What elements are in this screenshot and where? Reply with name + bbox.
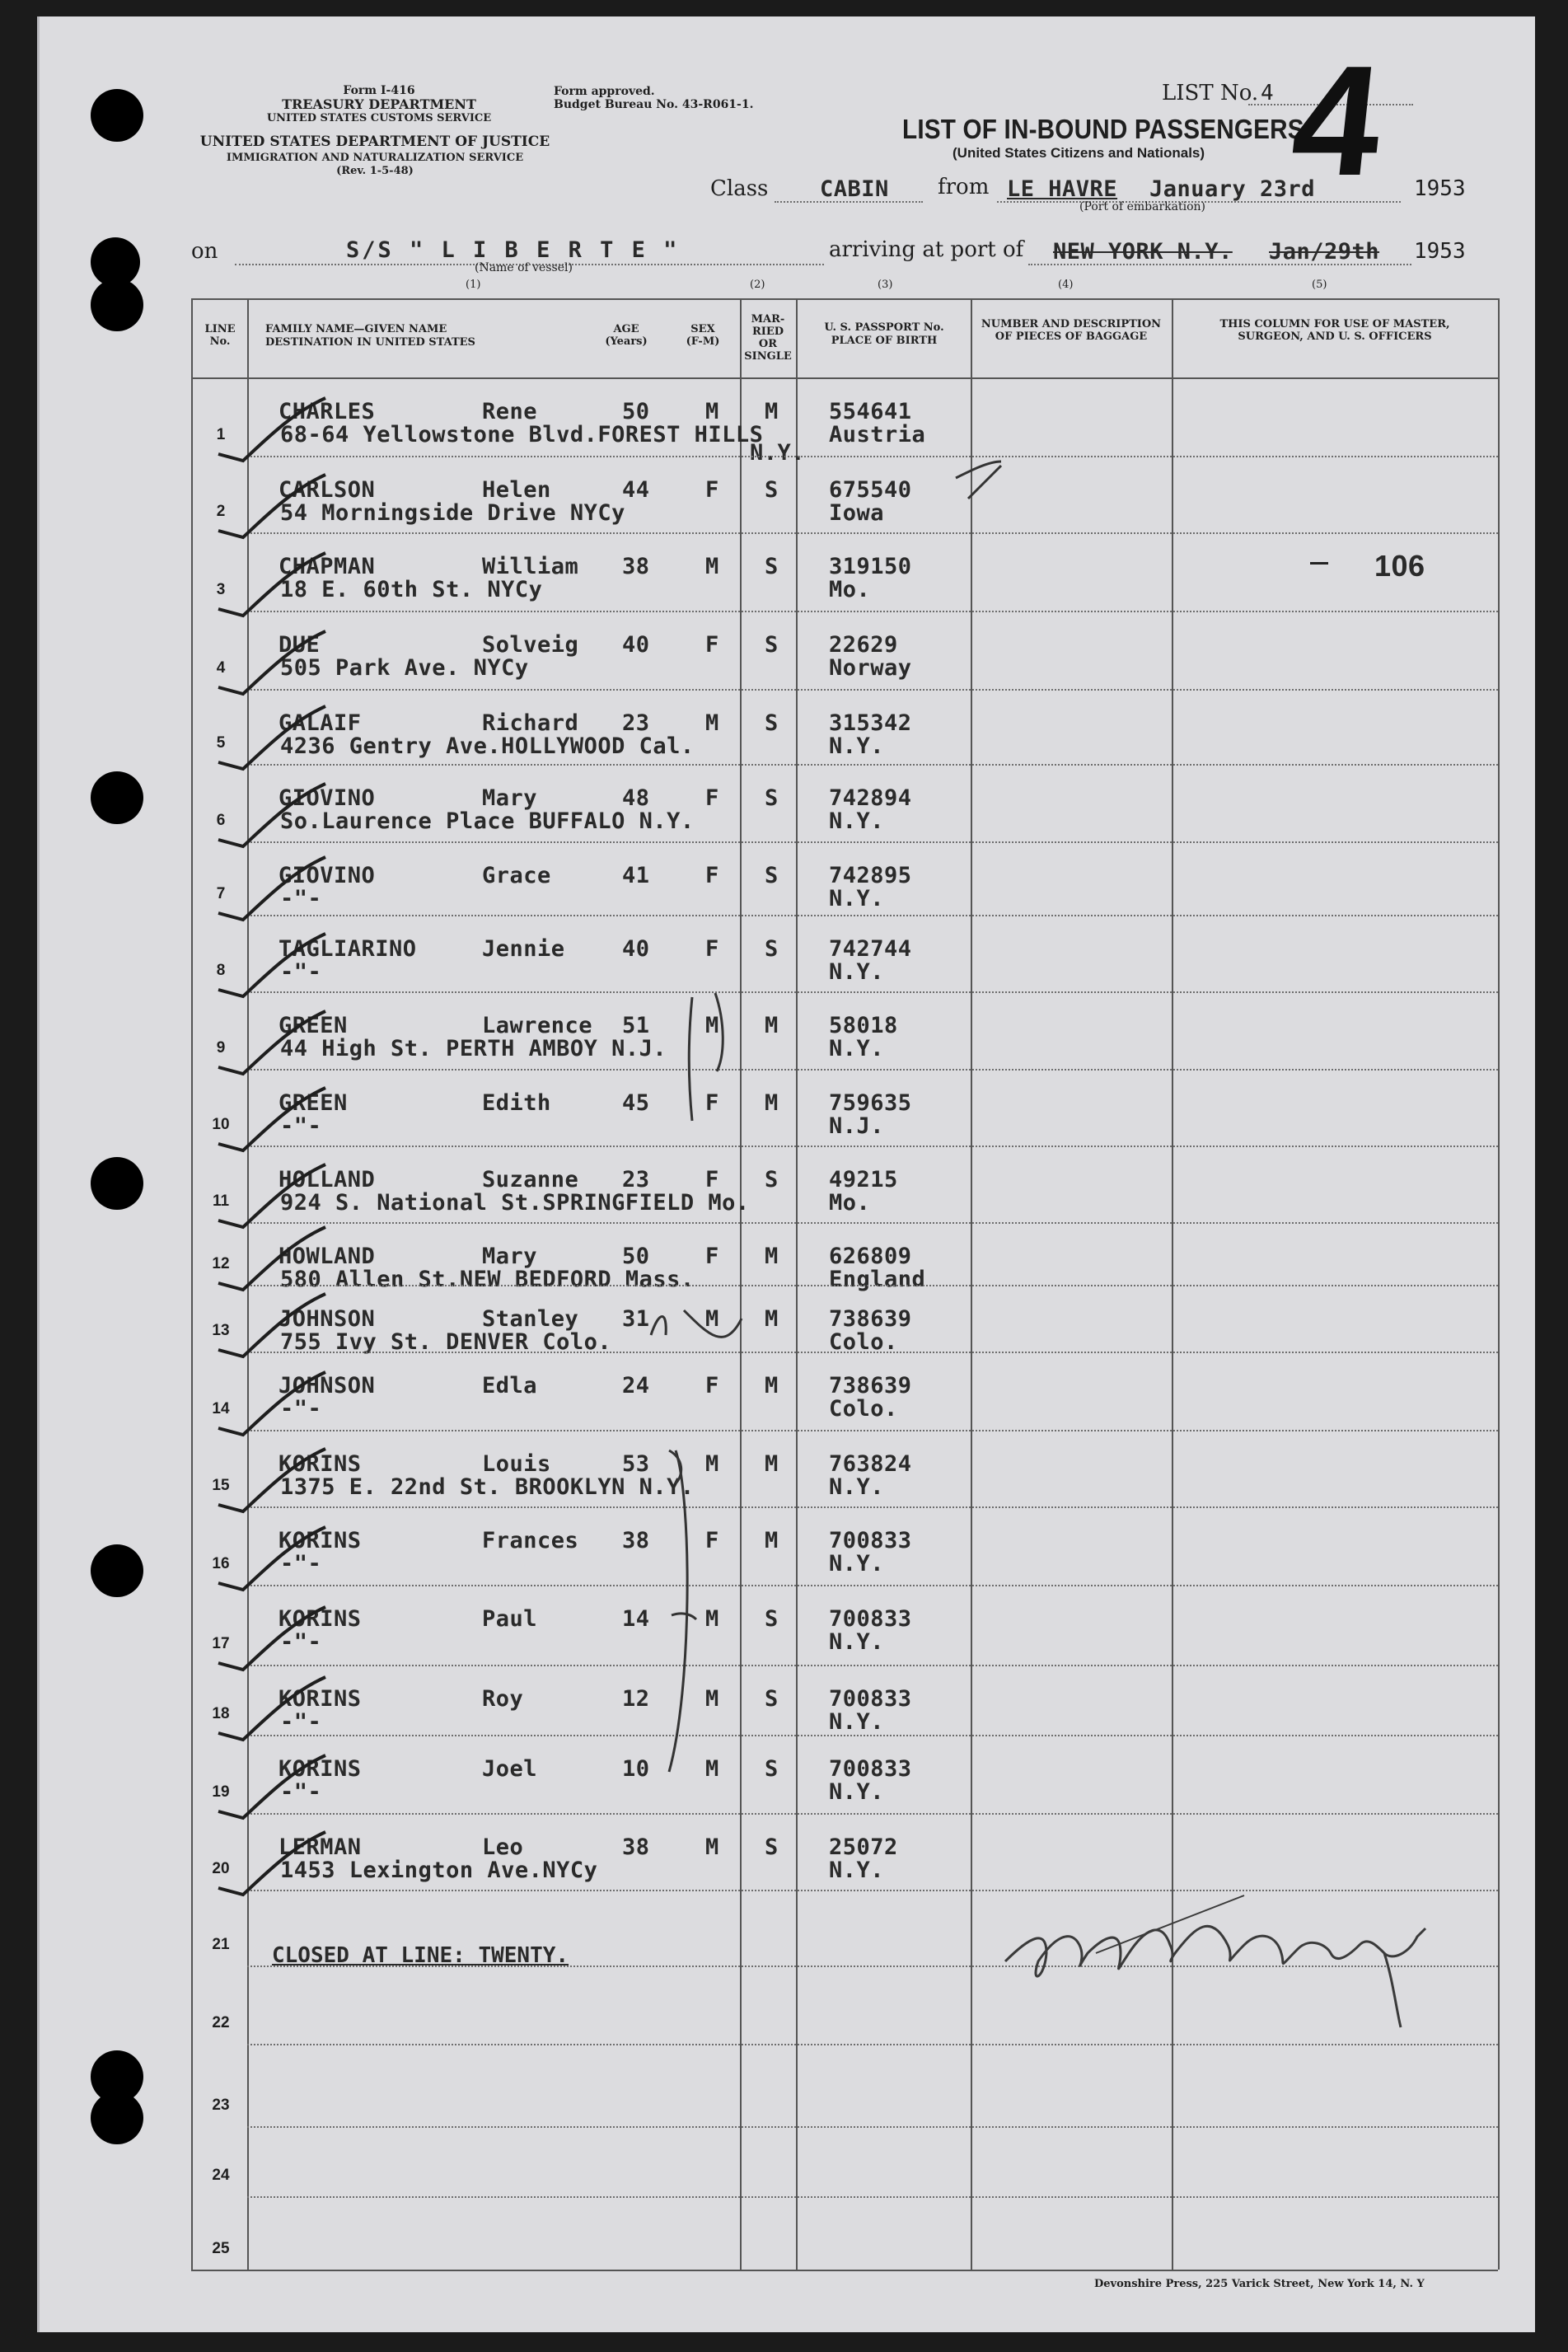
passport-number: 700833 bbox=[829, 1606, 912, 1632]
line-number: 16 bbox=[212, 1555, 230, 1572]
passport-number: 49215 bbox=[829, 1167, 898, 1192]
passport-number: 738639 bbox=[829, 1306, 912, 1332]
header-baggage: NUMBER AND DESCRIPTION OF PIECES OF BAGGAGE bbox=[981, 318, 1162, 343]
passport-number: 554641 bbox=[829, 399, 912, 424]
list-no-label: LIST No. bbox=[1162, 81, 1259, 105]
year-1: 1953 bbox=[1414, 176, 1466, 201]
manifest-subtitle: (United States Citizens and Nationals) bbox=[953, 145, 1205, 161]
place-of-birth: N.Y. bbox=[829, 1474, 885, 1500]
marital-status: S bbox=[765, 1606, 779, 1632]
vessel-note: (Name of vessel) bbox=[475, 261, 573, 274]
family-name: KORINS bbox=[278, 1686, 362, 1712]
sex: M bbox=[705, 1606, 719, 1632]
destination: 68-64 Yellowstone Blvd.FOREST HILLS bbox=[280, 422, 764, 447]
marital-status: S bbox=[765, 710, 779, 736]
age: 38 bbox=[622, 554, 650, 579]
header-married: MAR-RIED OR SINGLE bbox=[744, 313, 792, 363]
place-of-birth: Colo. bbox=[829, 1396, 898, 1422]
family-name: JOHNSON bbox=[278, 1373, 376, 1399]
destination: -"- bbox=[280, 1709, 322, 1735]
marital-status: M bbox=[765, 1306, 779, 1332]
passport-number: 759635 bbox=[829, 1090, 912, 1116]
place-of-birth: N.Y. bbox=[829, 1779, 885, 1805]
sex: M bbox=[705, 1451, 719, 1477]
marital-status: S bbox=[765, 1756, 779, 1782]
line-number: 17 bbox=[212, 1635, 230, 1652]
family-name: KORINS bbox=[278, 1528, 362, 1553]
sex: F bbox=[705, 785, 719, 811]
passport-number: 626809 bbox=[829, 1244, 912, 1269]
sex: M bbox=[705, 1756, 719, 1782]
destination: 44 High St. PERTH AMBOY N.J. bbox=[280, 1036, 667, 1061]
place-of-birth: N.Y. bbox=[829, 1709, 885, 1735]
destination: -"- bbox=[280, 1396, 322, 1422]
revision-date: (Rev. 1-5-48) bbox=[336, 165, 414, 177]
header-officers: THIS COLUMN FOR USE OF MASTER, SURGEON, AND U. S. OFFICERS bbox=[1219, 318, 1450, 343]
family-name: HOWLAND bbox=[278, 1244, 376, 1269]
age: 10 bbox=[622, 1756, 650, 1782]
marital-status: S bbox=[765, 785, 779, 811]
marital-status: M bbox=[765, 1013, 779, 1038]
age: 23 bbox=[622, 1167, 650, 1192]
sex: F bbox=[705, 1167, 719, 1192]
place-of-birth: N.Y. bbox=[829, 1858, 885, 1883]
passport-number: 742744 bbox=[829, 936, 912, 962]
sex: F bbox=[705, 936, 719, 962]
destination: -"- bbox=[280, 1779, 322, 1805]
col-num-4: (4) bbox=[1058, 279, 1074, 291]
given-name: Edla bbox=[482, 1373, 538, 1399]
family-name: GALAIF bbox=[278, 710, 362, 736]
given-name: Stanley bbox=[482, 1306, 579, 1332]
sex: M bbox=[705, 1306, 719, 1332]
given-name: Leo bbox=[482, 1834, 524, 1860]
age: 50 bbox=[622, 1244, 650, 1269]
place-of-birth: Austria bbox=[829, 422, 926, 447]
given-name: Lawrence bbox=[482, 1013, 593, 1038]
line-number: 11 bbox=[212, 1192, 230, 1210]
destination: So.Laurence Place BUFFALO N.Y. bbox=[280, 808, 695, 834]
line-number: 5 bbox=[216, 734, 226, 752]
col-num-1: (1) bbox=[466, 279, 481, 291]
ins-service: IMMIGRATION AND NATURALIZATION SERVICE bbox=[226, 152, 524, 164]
age: 31 bbox=[622, 1306, 650, 1332]
given-name: Helen bbox=[482, 477, 551, 503]
age: 53 bbox=[622, 1451, 650, 1477]
age: 40 bbox=[622, 632, 650, 658]
line-number: 10 bbox=[212, 1116, 230, 1133]
age: 14 bbox=[622, 1606, 650, 1632]
from-label: from bbox=[938, 175, 990, 199]
family-name: CARLSON bbox=[278, 477, 376, 503]
destination: 755 Ivy St. DENVER Colo. bbox=[280, 1329, 612, 1355]
passport-number: 22629 bbox=[829, 632, 898, 658]
given-name: Joel bbox=[482, 1756, 538, 1782]
list-no-value: 4 bbox=[1261, 81, 1274, 105]
port-value: NEW YORK N.Y. bbox=[1053, 239, 1233, 265]
age: 23 bbox=[622, 710, 650, 736]
departure-date: January 23rd bbox=[1149, 176, 1316, 202]
family-name: HOLLAND bbox=[278, 1167, 376, 1192]
year-2: 1953 bbox=[1414, 239, 1466, 264]
place-of-birth: Mo. bbox=[829, 577, 871, 602]
col-num-2: (2) bbox=[750, 279, 765, 291]
given-name: Frances bbox=[482, 1528, 579, 1553]
passport-number: 763824 bbox=[829, 1451, 912, 1477]
given-name: Jennie bbox=[482, 936, 565, 962]
line-number: 4 bbox=[216, 659, 226, 677]
line-number: 12 bbox=[212, 1255, 230, 1272]
destination: 1375 E. 22nd St. BROOKLYN N.Y. bbox=[280, 1474, 695, 1500]
place-of-birth: Colo. bbox=[829, 1329, 898, 1355]
header-sex: SEX (F-M) bbox=[686, 323, 720, 348]
line-number: 2 bbox=[216, 503, 226, 520]
destination: 1453 Lexington Ave.NYCy bbox=[280, 1858, 598, 1883]
passport-number: 738639 bbox=[829, 1373, 912, 1399]
destination: 580 Allen St.NEW BEDFORD Mass. bbox=[280, 1267, 695, 1292]
line-number: 6 bbox=[216, 812, 226, 829]
line-number: 3 bbox=[216, 581, 226, 598]
family-name: KORINS bbox=[278, 1756, 362, 1782]
destination: -"- bbox=[280, 1629, 322, 1655]
line-number: 19 bbox=[212, 1783, 230, 1801]
marital-status: S bbox=[765, 1834, 779, 1860]
passport-number: 700833 bbox=[829, 1756, 912, 1782]
destination: 924 S. National St.SPRINGFIELD Mo. bbox=[280, 1190, 750, 1216]
line-number: 7 bbox=[216, 885, 226, 902]
class-value: CABIN bbox=[820, 176, 889, 202]
given-name: Louis bbox=[482, 1451, 551, 1477]
place-of-birth: N.Y. bbox=[829, 886, 885, 911]
destination: -"- bbox=[280, 1113, 322, 1139]
destination-extra: N.Y. bbox=[750, 440, 806, 466]
age: 40 bbox=[622, 936, 650, 962]
age: 38 bbox=[622, 1528, 650, 1553]
sex: M bbox=[705, 1686, 719, 1712]
sex: F bbox=[705, 632, 719, 658]
vessel-value: S/S " L I B E R T E " bbox=[346, 237, 680, 263]
col-num-5: (5) bbox=[1312, 279, 1327, 291]
place-of-birth: Mo. bbox=[829, 1190, 871, 1216]
sex: F bbox=[705, 1244, 719, 1269]
family-name: TAGLIARINO bbox=[278, 936, 417, 962]
age: 12 bbox=[622, 1686, 650, 1712]
line-number: 25 bbox=[212, 2240, 230, 2257]
family-name: JOHNSON bbox=[278, 1306, 376, 1332]
passport-number: 675540 bbox=[829, 477, 912, 503]
marital-status: M bbox=[765, 1451, 779, 1477]
family-name: KORINS bbox=[278, 1606, 362, 1632]
officer-note: 106 bbox=[1374, 549, 1425, 583]
given-name: Solveig bbox=[482, 632, 579, 658]
family-name: GIOVINO bbox=[278, 863, 376, 888]
header-name: FAMILY NAME—GIVEN NAME bbox=[265, 323, 447, 335]
given-name: Roy bbox=[482, 1686, 524, 1712]
sex: M bbox=[705, 1013, 719, 1038]
header-passport: U. S. PASSPORT No. bbox=[824, 321, 944, 334]
given-name: Mary bbox=[482, 1244, 538, 1269]
line-number: 24 bbox=[212, 2167, 230, 2184]
given-name: Suzanne bbox=[482, 1167, 579, 1192]
place-of-birth: N.Y. bbox=[829, 959, 885, 985]
place-of-birth: N.Y. bbox=[829, 733, 885, 759]
passport-number: 700833 bbox=[829, 1686, 912, 1712]
given-name: Paul bbox=[482, 1606, 538, 1632]
line-number: 21 bbox=[212, 1936, 230, 1953]
arriving-label: arriving at port of bbox=[829, 237, 1024, 262]
sex: F bbox=[705, 1090, 719, 1116]
customs-service: UNITED STATES CUSTOMS SERVICE bbox=[266, 112, 492, 124]
place-of-birth: N.Y. bbox=[829, 1036, 885, 1061]
age: 38 bbox=[622, 1834, 650, 1860]
sex: F bbox=[705, 863, 719, 888]
family-name: CHAPMAN bbox=[278, 554, 376, 579]
marital-status: S bbox=[765, 1167, 779, 1192]
line-number: 23 bbox=[212, 2097, 230, 2114]
line-number: 22 bbox=[212, 2014, 230, 2031]
sex: F bbox=[705, 1528, 719, 1553]
marital-status: M bbox=[765, 399, 779, 424]
from-value: LE HAVRE bbox=[1007, 176, 1118, 202]
printer-imprint: Devonshire Press, 225 Varick Street, New York 14, N. Y bbox=[1094, 2278, 1425, 2290]
col-num-3: (3) bbox=[878, 279, 893, 291]
age: 48 bbox=[622, 785, 650, 811]
place-of-birth: England bbox=[829, 1267, 926, 1292]
destination: 505 Park Ave. NYCy bbox=[280, 655, 529, 681]
place-of-birth: N.Y. bbox=[829, 1629, 885, 1655]
family-name: KORINS bbox=[278, 1451, 362, 1477]
passport-number: 319150 bbox=[829, 554, 912, 579]
age: 44 bbox=[622, 477, 650, 503]
family-name: GREEN bbox=[278, 1090, 348, 1116]
line-number: 13 bbox=[212, 1322, 230, 1339]
destination: 54 Morningside Drive NYCy bbox=[280, 500, 625, 526]
line-number: 18 bbox=[212, 1705, 230, 1722]
sex: M bbox=[705, 554, 719, 579]
header-line-no: LINE No. bbox=[204, 323, 236, 348]
given-name: Grace bbox=[482, 863, 551, 888]
marital-status: M bbox=[765, 1528, 779, 1553]
given-name: Edith bbox=[482, 1090, 551, 1116]
sex: M bbox=[705, 710, 719, 736]
age: 45 bbox=[622, 1090, 650, 1116]
marital-status: S bbox=[765, 1686, 779, 1712]
destination: -"- bbox=[280, 886, 322, 911]
given-name: Rene bbox=[482, 399, 538, 424]
place-of-birth: N.J. bbox=[829, 1113, 885, 1139]
marital-status: M bbox=[765, 1373, 779, 1399]
age: 50 bbox=[622, 399, 650, 424]
passport-number: 25072 bbox=[829, 1834, 898, 1860]
line-number: 15 bbox=[212, 1477, 230, 1494]
destination: -"- bbox=[280, 959, 322, 985]
passport-number: 742894 bbox=[829, 785, 912, 811]
family-name: CHARLES bbox=[278, 399, 376, 424]
family-name: LERMAN bbox=[278, 1834, 362, 1860]
class-label: Class bbox=[710, 176, 769, 201]
place-of-birth: N.Y. bbox=[829, 808, 885, 834]
line-number: 1 bbox=[216, 426, 226, 443]
line-number: 20 bbox=[212, 1860, 230, 1877]
destination: 18 E. 60th St. NYCy bbox=[280, 577, 543, 602]
form-approved: Form approved. bbox=[554, 85, 655, 98]
place-of-birth: Norway bbox=[829, 655, 912, 681]
passport-number: 58018 bbox=[829, 1013, 898, 1038]
passport-number: 700833 bbox=[829, 1528, 912, 1553]
marital-status: S bbox=[765, 936, 779, 962]
marital-status: S bbox=[765, 477, 779, 503]
age: 51 bbox=[622, 1013, 650, 1038]
header-birthplace: PLACE OF BIRTH bbox=[831, 335, 938, 347]
line-number: 8 bbox=[216, 962, 226, 979]
given-name: Mary bbox=[482, 785, 538, 811]
line-number: 14 bbox=[212, 1400, 230, 1417]
marital-status: S bbox=[765, 554, 779, 579]
family-name: GREEN bbox=[278, 1013, 348, 1038]
budget-bureau: Budget Bureau No. 43-R061-1. bbox=[554, 98, 754, 111]
place-of-birth: N.Y. bbox=[829, 1551, 885, 1577]
header-destination: DESTINATION IN UNITED STATES bbox=[265, 336, 475, 349]
marital-status: M bbox=[765, 1244, 779, 1269]
passport-number: 742895 bbox=[829, 863, 912, 888]
treasury-dept: TREASURY DEPARTMENT bbox=[282, 96, 476, 112]
on-label: on bbox=[191, 239, 218, 264]
marital-status: M bbox=[765, 1090, 779, 1116]
form-number: Form I-416 bbox=[343, 84, 415, 97]
list-number-handwritten: 4 bbox=[1284, 34, 1390, 208]
header-age: AGE (Years) bbox=[605, 323, 648, 348]
justice-dept: UNITED STATES DEPARTMENT OF JUSTICE bbox=[199, 134, 550, 150]
passport-number: 315342 bbox=[829, 710, 912, 736]
place-of-birth: Iowa bbox=[829, 500, 885, 526]
sex: M bbox=[705, 399, 719, 424]
manifest-title: LIST OF IN-BOUND PASSENGERS bbox=[902, 114, 1304, 144]
sex: F bbox=[705, 1373, 719, 1399]
marital-status: S bbox=[765, 632, 779, 658]
destination: 4236 Gentry Ave.HOLLYWOOD Cal. bbox=[280, 733, 695, 759]
marital-status: S bbox=[765, 863, 779, 888]
arrival-date: Jan/29th bbox=[1269, 239, 1380, 265]
given-name: William bbox=[482, 554, 579, 579]
line-number: 9 bbox=[216, 1039, 226, 1057]
sex: F bbox=[705, 477, 719, 503]
sex: M bbox=[705, 1834, 719, 1860]
destination: -"- bbox=[280, 1551, 322, 1577]
age: 41 bbox=[622, 863, 650, 888]
closed-at-line: CLOSED AT LINE: TWENTY. bbox=[272, 1943, 569, 1968]
given-name: Richard bbox=[482, 710, 579, 736]
embarkation-note: (Port of embarkation) bbox=[1079, 200, 1205, 213]
family-name: DUE bbox=[278, 632, 321, 658]
age: 24 bbox=[622, 1373, 650, 1399]
family-name: GIOVINO bbox=[278, 785, 376, 811]
